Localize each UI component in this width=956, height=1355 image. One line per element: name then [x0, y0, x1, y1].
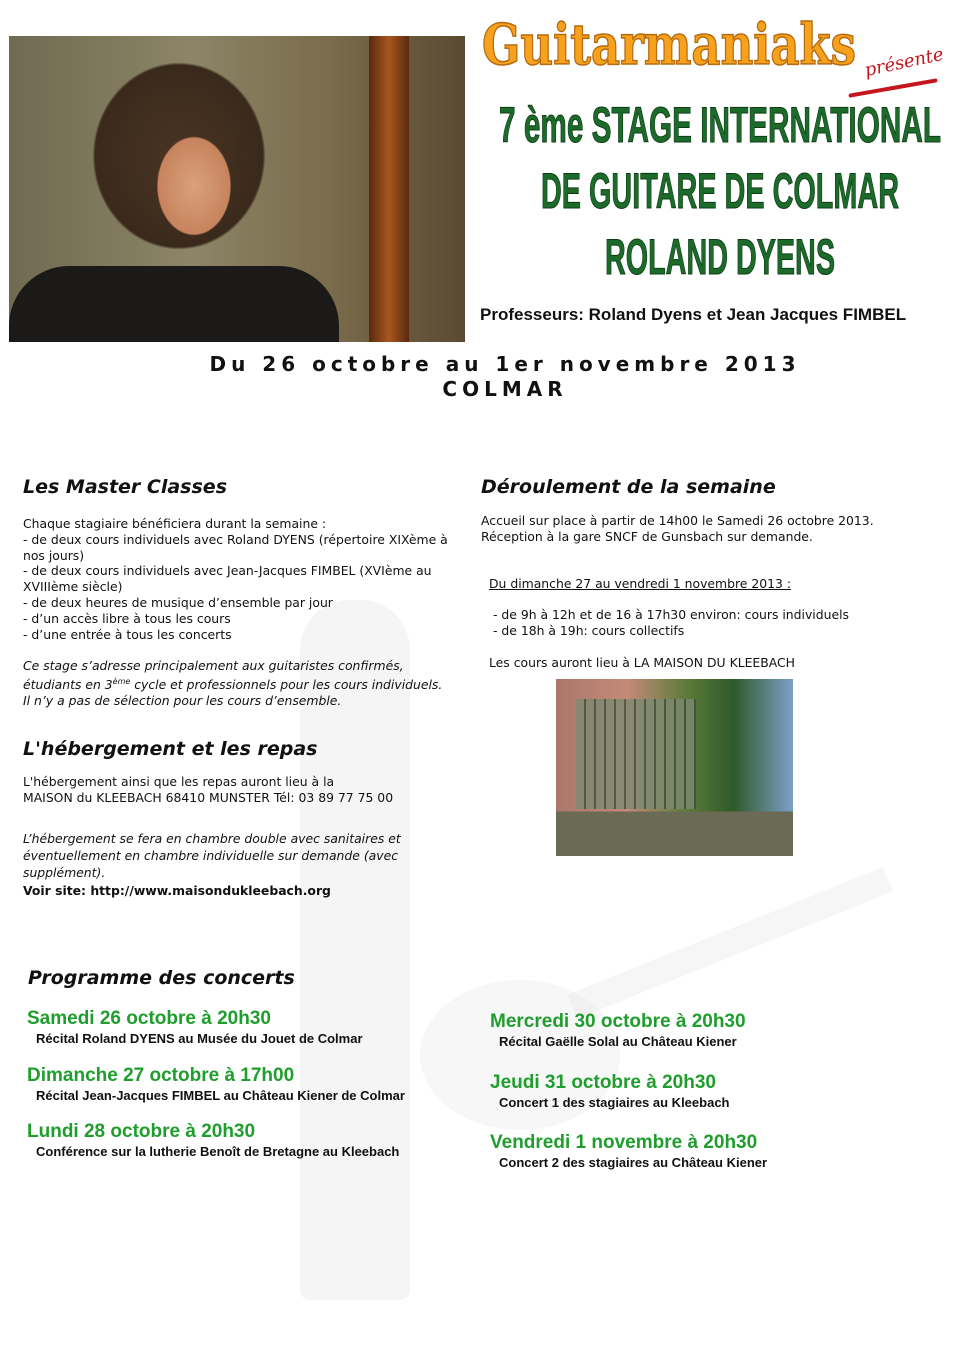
master-classes-item: - d’une entrée à tous les concerts	[23, 626, 232, 642]
note-part-b: cycle et professionnels pour les cours individuels. Il n’y a pas de sélection pour les cours d’ensemble.	[23, 677, 443, 709]
note-sup: ème	[112, 677, 131, 687]
roland-dyens-photo	[9, 36, 465, 342]
hebergement-line1: L'hébergement ainsi que les repas auront lieu à la	[23, 774, 335, 789]
concert-desc: Récital Gaëlle Solal au Château Kiener	[499, 1034, 737, 1049]
master-classes-item: - de deux heures de musique d’ensemble par jour	[23, 594, 333, 610]
presente-underline	[848, 78, 937, 98]
maison-du-kleebach-photo	[556, 679, 793, 856]
photo-guitar	[369, 36, 409, 342]
title-line-2-svg	[540, 162, 902, 218]
logo-text: Guitarmaniaks	[482, 12, 856, 78]
title-line-2: DE GUITARE DE COLMAR	[541, 163, 899, 218]
master-classes-body	[23, 516, 448, 709]
event-city: COLMAR	[442, 377, 568, 401]
concert-desc: Récital Jean-Jacques FIMBEL au Château Kiener de Colmar	[36, 1088, 405, 1103]
guitar-neck-watermark	[568, 867, 893, 1018]
concert-date: Dimanche 27 octobre à 17h00	[27, 1065, 295, 1086]
schedule-item: - de 18h à 19h: cours collectifs	[493, 623, 685, 639]
concert-date: Lundi 28 octobre à 20h30	[27, 1121, 256, 1142]
concert-date: Vendredi 1 novembre à 20h30	[490, 1132, 758, 1153]
concert-desc: Conférence sur la lutherie Benoît de Bretagne au Kleebach	[36, 1144, 400, 1159]
period-line: Du dimanche 27 au vendredi 1 novembre 2013 :	[489, 575, 792, 591]
hebergement-note: L’hébergement se fera en chambre double avec sanitaires et éventuellement en chambre individuelle sur demande (avec supplément).	[23, 830, 401, 880]
deroulement-heading: Déroulement de la semaine	[481, 476, 776, 498]
hebergement-site-link[interactable]: Voir site: http://www.maisondukleebach.org	[23, 882, 331, 898]
hebergement-line2: MAISON du KLEEBACH 68410 MUNSTER Tél: 03 89 77 75 00	[23, 789, 394, 805]
programme-heading: Programme des concerts	[28, 967, 295, 989]
deroulement-body	[481, 513, 941, 671]
master-classes-item: - d’un accès libre à tous les cours	[23, 610, 231, 626]
accueil-line2: Réception à la gare SNCF de Gunsbach sur demande.	[481, 528, 813, 544]
event-dates: Du 26 octobre au 1er novembre 2013	[209, 352, 801, 376]
concert-date: Jeudi 31 octobre à 20h30	[490, 1072, 716, 1093]
guitarmaniaks-logo	[480, 10, 860, 78]
concert-date: Samedi 26 octobre à 20h30	[27, 1008, 271, 1029]
hebergement-body	[23, 774, 428, 898]
master-classes-item: - de deux cours individuels avec Jean-Jacques FIMBEL (XVIème au XVIIIème siècle)	[23, 563, 432, 595]
hebergement-heading: L'hébergement et les repas	[23, 738, 318, 760]
master-classes-heading: Les Master Classes	[23, 476, 227, 498]
title-line-1: 7 ème STAGE INTERNATIONAL	[499, 97, 941, 152]
accueil-line1: Accueil sur place à partir de 14h00 le Samedi 26 octobre 2013.	[481, 513, 874, 528]
title-line-3-svg	[604, 228, 838, 284]
note-part-a: Ce stage s’adresse principalement aux guitaristes confirmés, étudiants en 3	[23, 658, 404, 693]
concert-desc: Concert 2 des stagiaires au Château Kiener	[499, 1155, 768, 1170]
concert-desc: Récital Roland DYENS au Musée du Jouet de Colmar	[36, 1031, 363, 1046]
title-line-3: ROLAND DYENS	[605, 229, 835, 284]
schedule-item: - de 9h à 12h et de 16 à 17h30 environ: cours individuels	[493, 607, 849, 623]
master-classes-intro: Chaque stagiaire bénéficiera durant la semaine :	[23, 516, 327, 531]
professeurs: Professeurs: Roland Dyens et Jean Jacques FIMBEL	[480, 305, 907, 324]
building-windows	[576, 699, 696, 809]
concert-date: Mercredi 30 octobre à 20h30	[490, 1011, 746, 1032]
photo-shirt	[9, 266, 339, 342]
lieu-line: Les cours auront lieu à LA MAISON DU KLEEBACH	[489, 654, 795, 670]
master-classes-item: - de deux cours individuels avec Roland DYENS (répertoire XIXème à nos jours)	[23, 531, 448, 563]
presente-label: présente	[862, 43, 946, 82]
title-line-1-svg	[498, 96, 944, 152]
master-classes-note	[23, 658, 448, 709]
concert-desc: Concert 1 des stagiaires au Kleebach	[499, 1095, 730, 1110]
